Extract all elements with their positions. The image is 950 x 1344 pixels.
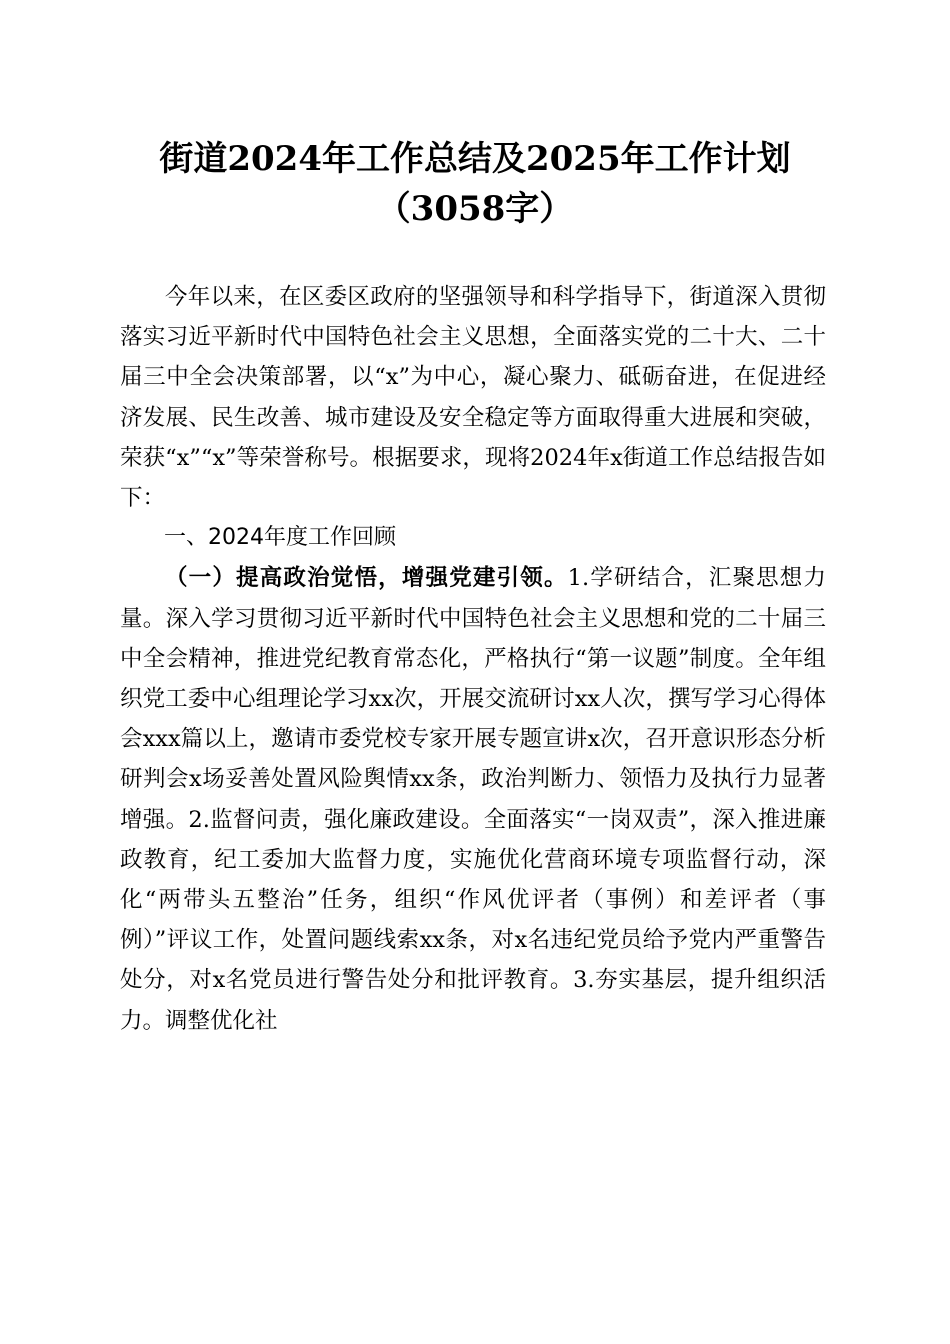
document-title [120,134,830,234]
subsection-body: 1.学研结合，汇聚思想力量。深入学习贯彻习近平新时代中国特色社会主义思想和党的二十届三中全会精神，推进党纪教育常态化，严格执行“第一议题”制度。全年组织党工委中心组理论学习xx次，开展交流研讨xx人次，撰写学习心得体会xxx篇以上，邀请市委党校专家开展专题宣讲x次，召开意识形态分析研判会x场妥善处置风险舆情xx条，政治判断力、领悟力及执行力显著增强。2.监督问责，强化廉政建设。全面落实“一岗双责”，深入推进廉政教育，纪工委加大监督力度，实施优化营商环境专项监督行动，深化“两带头五整治”任务，组织“作风优评者（事例）和差评者（事例）”评议工作，处置问题线索xx条，对x名违纪党员给予党内严重警告处分，对x名党员进行警告处分和批评教育。3.夯实基层，提升组织活力。调整优化社 [120,565,826,1034]
title-line-main: 街道2024年工作总结及2025年工作计划 [159,139,791,179]
section-heading: 一、2024年度工作回顾 [164,525,396,551]
intro-paragraph: 今年以来，在区委区政府的坚强领导和科学指导下，街道深入贯彻落实习近平新时代中国特色社会主义思想，全面落实党的二十大、二十届三中全会决策部署，以“x”为中心，凝心聚力、砥砺奋进，在促进经济发展、民生改善、城市建设及安全稳定等方面取得重大进展和突破，荣获“x”“x”等荣誉称号。根据要求，现将2024年x街道工作总结报告如下： [120,284,826,512]
subsection-heading: （一）提高政治觉悟，增强党建引领。 [165,565,568,592]
subsection-paragraph [120,558,826,1040]
document-body [120,277,826,1041]
title-line-wordcount: （3058字） [376,189,574,229]
